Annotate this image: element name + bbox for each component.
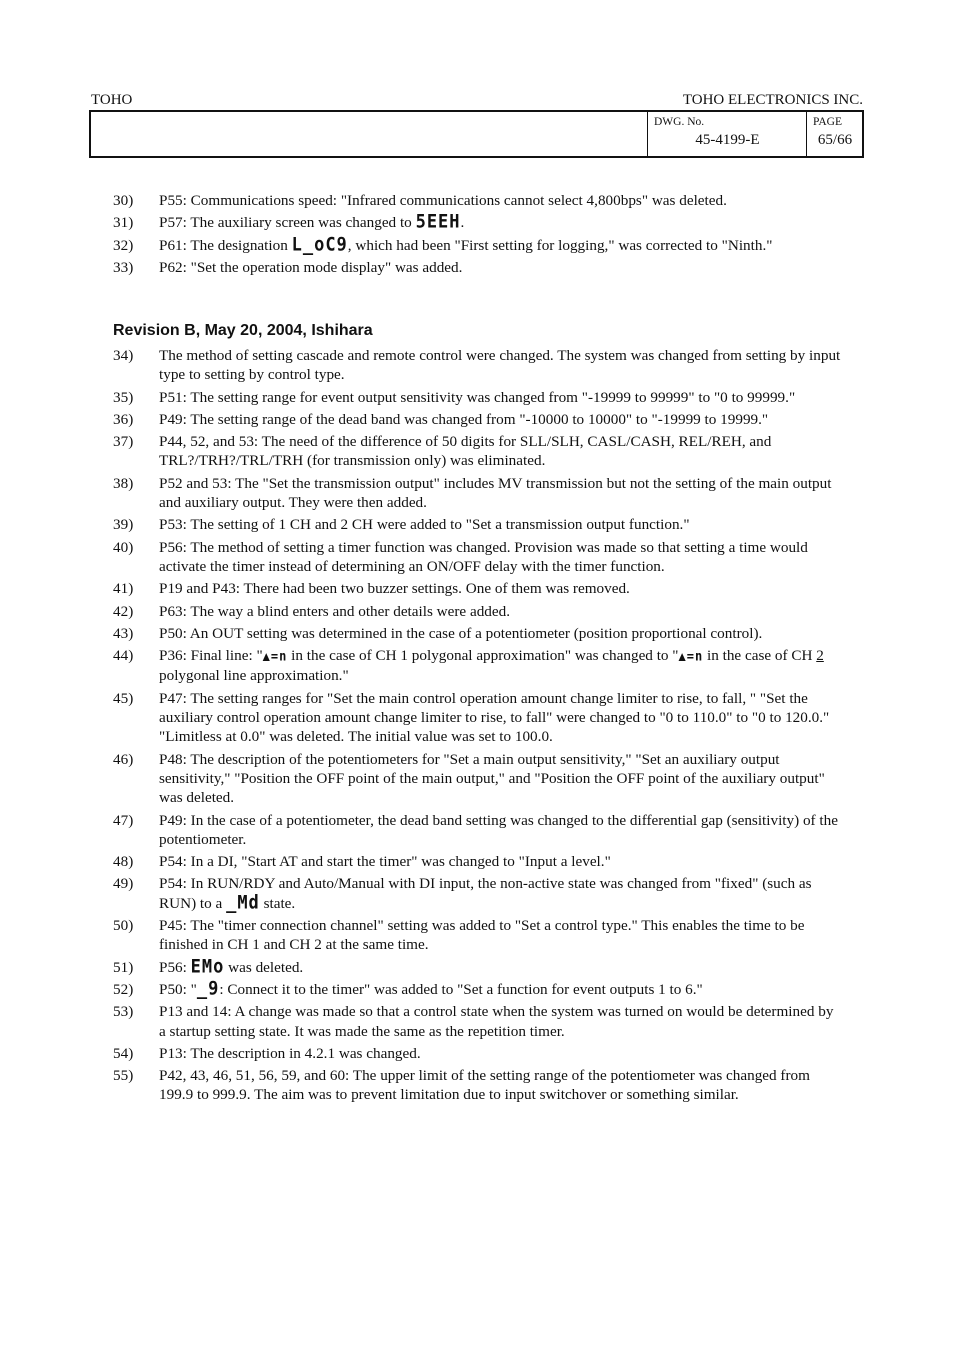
- item-text: P61: The designation L_oC9, which had been "First setting for logging," was corrected to "Ninth.": [159, 233, 773, 256]
- arrow-equals-symbol: ▲=n: [262, 648, 288, 664]
- item-number: 51): [113, 958, 134, 976]
- item-number: 34): [113, 347, 134, 364]
- list-item: [113, 624, 843, 643]
- item-text: P19 and P43: There had been two buzzer settings. One of them was removed.: [159, 580, 630, 598]
- item-text: P56: EMo was deleted.: [159, 955, 304, 978]
- dwg-number: 45-4199-E: [695, 132, 760, 148]
- item-number: 41): [113, 580, 134, 598]
- item-text: P49: The setting range of the dead band was changed from "-10000 to 10000" to "-19999 to 19999.": [159, 410, 769, 428]
- item-text: The method of setting cascade and remote control were changed. The system was changed from setting by input type to setting by control type.: [159, 347, 841, 384]
- item-number: 37): [113, 433, 134, 451]
- item-number: 33): [113, 258, 134, 276]
- item-number: 30): [113, 192, 134, 209]
- revision-heading: Revision B, May 20, 2004, Ishihara: [113, 322, 373, 339]
- list-item: [113, 1066, 843, 1105]
- item-number: 47): [113, 811, 134, 829]
- dwg-cell: [647, 112, 807, 156]
- item-number: 53): [113, 1003, 134, 1021]
- arrow-equals-symbol: ▲=n: [678, 648, 704, 664]
- page-label: PAGE: [813, 116, 842, 128]
- list-item: [113, 388, 843, 407]
- item-text: P49: In the case of a potentiometer, the dead band setting was changed to the differential gap (sensitivity) of the potentiometer.: [159, 811, 838, 848]
- item-text: P54: In a DI, "Start AT and start the timer" was changed to "Input a level.": [159, 853, 611, 871]
- segment-display-code: _Md: [226, 891, 260, 914]
- revision-list-a: [113, 191, 843, 277]
- list-item: [113, 852, 843, 871]
- list-item: [113, 474, 843, 513]
- item-text: P48: The description of the potentiometers for "Set a main output sensitivity," "Set an auxiliary output sensitivity," "Position the OFF point of the main output," and "Position the OFF point of the auxiliary output" was deleted.: [159, 750, 825, 807]
- item-number: 48): [113, 853, 134, 871]
- list-item: [113, 515, 843, 534]
- header-company-short: TOHO: [91, 92, 133, 108]
- item-number: 46): [113, 750, 134, 768]
- item-text: P57: The auxiliary screen was changed to 5EEH.: [159, 211, 465, 234]
- list-item: [113, 602, 843, 621]
- item-number: 42): [113, 602, 134, 620]
- item-text: P13: The description in 4.2.1 was changed.: [159, 1044, 421, 1062]
- title-block: [89, 110, 864, 158]
- list-item: [113, 346, 843, 385]
- header-company-full: TOHO ELECTRONICS INC.: [682, 92, 863, 108]
- item-number: 40): [113, 538, 134, 556]
- item-number: 49): [113, 875, 134, 893]
- segment-display-code: 5EEH: [415, 211, 461, 234]
- item-text: P45: The "timer connection channel" setting was added to "Set a control type." This enables the time to be finished in CH 1 and CH 2 at the same time.: [159, 917, 805, 954]
- item-text: P55: Communications speed: "Infrared communications cannot select 4,800bps" was deleted.: [159, 192, 727, 209]
- item-text: P50: "_9: Connect it to the timer" was added to "Set a function for event outputs 1 to 6.": [159, 977, 703, 1000]
- item-number: 43): [113, 624, 134, 642]
- item-number: 55): [113, 1067, 134, 1085]
- revision-list-b: [113, 346, 843, 1108]
- item-number: 31): [113, 214, 134, 232]
- item-number: 52): [113, 980, 134, 998]
- list-item: [113, 538, 843, 577]
- segment-display-code: EMo: [190, 955, 225, 978]
- item-number: 36): [113, 410, 134, 428]
- item-number: 45): [113, 689, 134, 707]
- item-text: P47: The setting ranges for "Set the main control operation amount change limiter to rise, to fall, " "Set the auxiliary control operation amount change limiter to rise, to fall" were changed to "0 to 110.0" to "0 to 120.0." "Limitless at 0.0" was deleted. The initial value was set to 100.0.: [159, 689, 830, 746]
- list-item: [113, 579, 843, 598]
- item-text: P52 and 53: The "Set the transmission output" includes MV transmission but not the setting of the main output and auxiliary output. They were then added.: [159, 474, 832, 512]
- segment-display-code: L_oC9: [291, 233, 348, 256]
- item-text: P44, 52, and 53: The need of the difference of 50 digits for SLL/SLH, CASL/CASH, REL/REH, and TRL?/TRH?/TRL/TRH (for transmission only) was eliminated.: [159, 433, 772, 470]
- item-number: 38): [113, 474, 134, 492]
- list-item: [113, 1044, 843, 1063]
- item-text: P36: Final line: "▲=n in the case of CH 1 polygonal approximation" was changed to "▲=n in the case of CH 2 polygonal line approximation.": [159, 647, 824, 685]
- list-item: [113, 955, 843, 978]
- item-text: P53: The setting of 1 CH and 2 CH were added to "Set a transmission output function.": [159, 516, 690, 534]
- item-text: P13 and 14: A change was made so that a control state when the system was turned on would be determined by a startup setting state. It was made the same as the repetition timer.: [159, 1003, 834, 1040]
- dwg-label: DWG. No.: [654, 116, 705, 128]
- item-text: P54: In RUN/RDY and Auto/Manual with DI input, the non-active state was changed from "fixed" (such as RUN) to a _Md state.: [159, 875, 812, 914]
- list-item: [113, 258, 843, 277]
- item-number: 44): [113, 647, 134, 665]
- item-number: 50): [113, 917, 134, 935]
- item-text: P63: The way a blind enters and other details were added.: [159, 602, 511, 620]
- item-text: P50: An OUT setting was determined in the case of a potentiometer (position proportional control).: [159, 624, 763, 642]
- item-number: 32): [113, 236, 134, 254]
- list-item: [113, 410, 843, 429]
- item-number: 54): [113, 1044, 134, 1062]
- item-text: P42, 43, 46, 51, 56, 59, and 60: The upper limit of the setting range of the potentiometer was changed from 199.9 to 999.9. The aim was to prevent limitation due to input switchover or something similar.: [159, 1067, 810, 1104]
- item-number: 39): [113, 516, 134, 534]
- item-text: P51: The setting range for event output sensitivity was changed from "-19999 to 99999" to "0 to 99999.": [159, 388, 796, 406]
- page-number: 65/66: [817, 132, 853, 148]
- list-item: [113, 191, 843, 210]
- item-text: P62: "Set the operation mode display" was added.: [159, 258, 463, 276]
- list-item: [113, 811, 843, 850]
- list-item: [113, 750, 843, 808]
- list-item: [113, 1002, 843, 1041]
- segment-display-code: _9: [196, 977, 220, 1000]
- list-item: [113, 646, 843, 686]
- list-item: [113, 874, 843, 913]
- list-item: [113, 689, 843, 747]
- list-item: [113, 916, 843, 955]
- page-cell: [806, 112, 863, 156]
- list-item: [113, 977, 843, 1000]
- list-item: [113, 233, 843, 256]
- list-item: [113, 432, 843, 471]
- item-text: P56: The method of setting a timer function was changed. Provision was made so that setting a time would activate the timer instead of determining an ON/OFF delay with the timer function.: [159, 538, 808, 575]
- item-number: 35): [113, 388, 134, 406]
- list-item: [113, 213, 843, 232]
